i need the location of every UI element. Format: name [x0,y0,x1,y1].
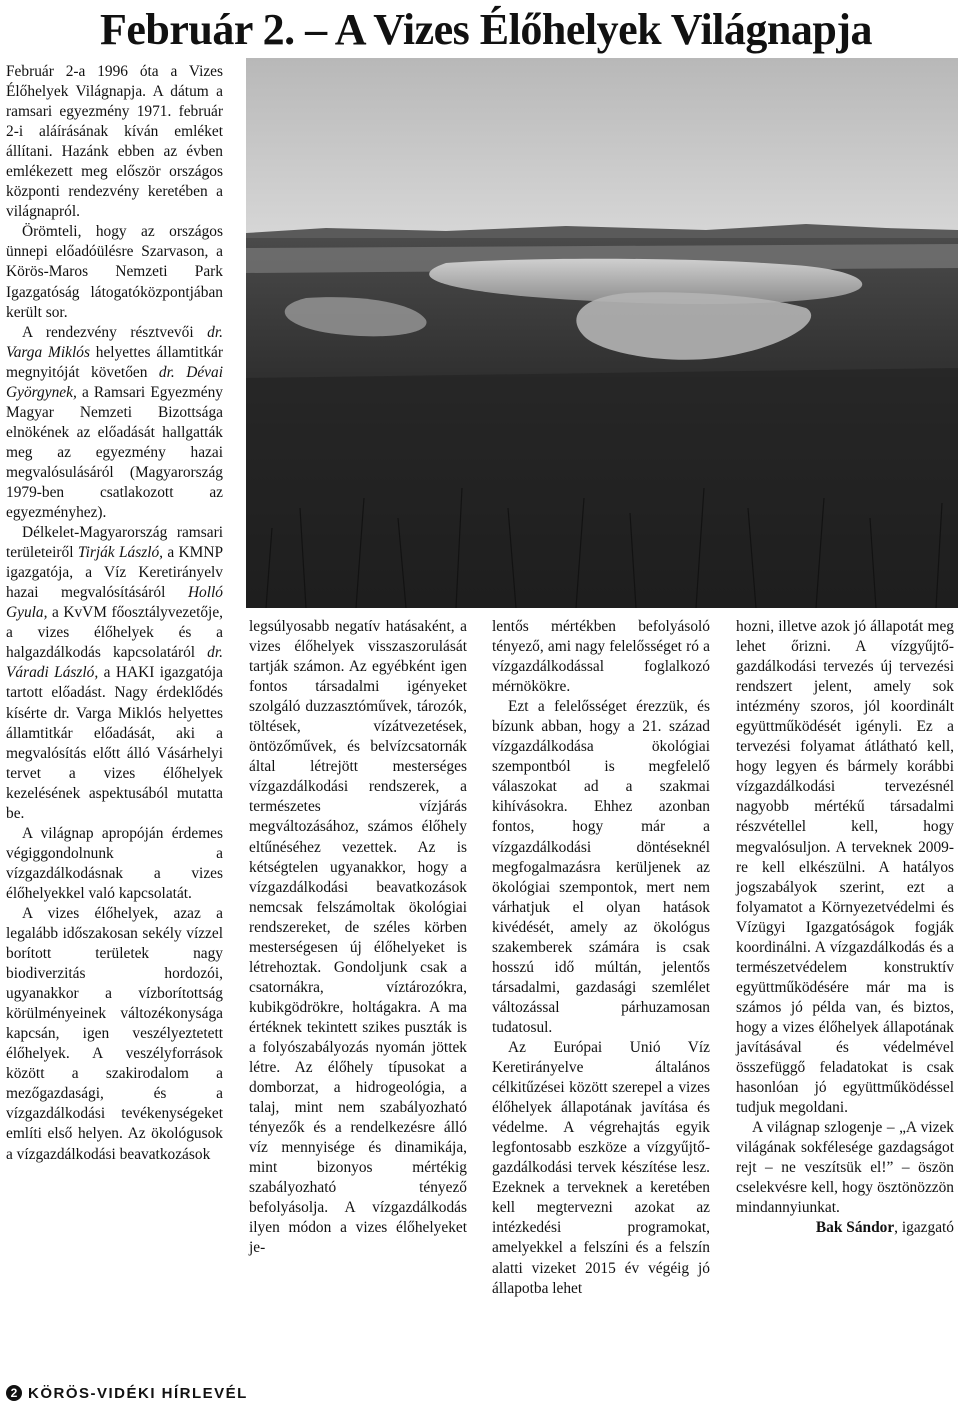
text-run: helyettes államtitkár megnyitóját követően [6,343,223,381]
wetland-photo [246,58,958,608]
text-run: a KMNP igazgatója, a Víz Keretirányelv hazai megvalósításáról [6,544,223,602]
person-name: Tirják László, [77,544,164,562]
paragraph: Az Európai Unió Víz Keretirányelve általános célkitűzései között szerepel a vizes élőhelyek állapotának javítása és védelme. A végrehajtás egyik legfontosabb eszköze a vízgyűjtő-gazdálkodási tervek készítése lesz. Ezeknek a terveknek a keretében kell megtervezni azokat az intézkedési programokat, amelyekkel a felszíni és a felszín alatti vizeket 2015 év végéig jó állapotba lehet [492,1038,710,1297]
text-run: A rendezvény résztvevői [22,323,208,341]
paragraph: Február 2-a 1996 óta a Vizes Élőhelyek Világnapja. A dátum a ramsari egyezmény 1971. február 2-i aláírásának kíván emléket állítani. Hazánk ebben az évben emlékezett meg először országos központi rendezvény keretében a világnapról. [6,63,223,221]
article-column-1 [6,62,223,1165]
wetland-landscape-image [246,58,958,608]
foreground-grass [246,368,958,608]
article-column-4 [736,617,954,1238]
paragraph: A világnap apropóján érdemes végiggondolnunk a vízgazdálkodásnak a vizes élőhelyekkel való kapcsolatát. [6,824,223,902]
text-run: a Ramsari Egyezmény Magyar Nemzeti Bizottsága elnökének az előadását hallgatták meg az egyezmény hazai megvalósulásáról (Magyarország 1979-ben csatlakozott az egyezményhez). [6,383,223,522]
paragraph [6,323,223,523]
author-signature [736,1218,954,1238]
text-run: a HAKI igazgatója tartott előadást. Nagy érdeklődés kísérte dr. Varga Miklós helyettes államtitkár előadását, aki a megvalósítás előtt álló Vásárhelyi tervet a vizes élőhelyek kezelésének aspektusából mutatta be. [6,664,223,822]
paragraph [6,523,223,824]
person-name: dr. Váradi László, [6,644,223,682]
page-footer [6,1383,248,1403]
article-column-3 [492,617,710,1299]
person-name: Holló Gyula, [6,584,223,622]
page-headline: Február 2. – A Vizes Élőhelyek Világnapja [100,5,872,54]
paragraph: A világnap szlogenje – „A vizek világának sokfélesége gazdagságot rejt – ne veszítsük el!” – öszön cselekvésre kell, hogy ösztönözzön mindannyiunkat. [736,1119,954,1217]
paragraph: Örömteli, hogy az országos ünnepi előadóülésre Szarvason, a Körös-Maros Nemzeti Park Igazgatóság látogatóközpontjában került sor. [6,223,223,321]
paragraph: A vizes élőhelyek, azaz a legalább időszakosan sekély vízzel borított területek nagy biodiverzitás hordozói, ugyanakkor a vízborítottság körülményeinek változékonysága kapcsán, igen veszélyeztetett élőhelyek. A veszélyforrások között a szakirodalom a mezőgazdasági, és a vízgazdálkodási tevékenységeket említi első helyen. Az ökológusok a vízgazdálkodási beavatkozások [6,904,223,1163]
author-name: Bak Sándor [815,1219,895,1237]
paragraph: lentős mértékben befolyásoló tényező, ami nagy felelősséget ró a vízgazdálkodással foglalkozó mérnökökre. [492,618,710,696]
person-name: dr. Varga Miklós [6,323,223,361]
paragraph: hozni, illetve azok jó állapotát meg lehet őrizni. A vízgyűjtő-gazdálkodási tervezés új tervezési rendszert jelent, amely sok intézmény szoros, jól koordinált együttműködését igényli. Ez a tervezési folyamat átlátható kell, hogy legyen és bármely korábbi vízgazdálkodási tervezésnél nagyobb mértékű társadalmi részvétellel kell, hogy megvalósuljon. A terveknek 2009-re kell elkészülni. A hatályos jogszabályok szerint, ezt a folyamatot a Környezetvédelmi és Vízügyi Igazgatóságok fogják koordinálni. A vízgazdálkodás és a természetvédelem konstruktív együttműködésére már ma is számos jó példa van, és biztos, hogy a vizes élőhelyek állapotának javításával és védelmével összefüggő feladatokat is csak hasonlóan jó együttműködéssel tudjuk megoldani. [736,618,954,1117]
paragraph: Ezt a felelősséget érezzük, és bízunk abban, hogy a 21. század vízgazdálkodása ökológiai szempontból is megfelelő válaszokat ad a szakmai kihívásokra. Ehhez azonban fontos, hogy már a vízgazdálkodási döntéseknél megfogalmazásra kerüljenek az ökológiai szempontok, mert nem várhatjuk el olyan hatások kivédését, amely az ökológus szakemberek számára is csak hosszú idő múltán, jelentős társadalmi, gazdasági szemlélet változással párhuzamosan tudatosul. [492,698,710,1036]
paragraph: legsúlyosabb negatív hatásaként, a vizes élőhelyek visszaszorulását tartják számon. Az egyébként igen fontos társadalmi igényeket szolgáló duzzasztóművek, tározók, töltések, vízátvezetések, öntözőművek, és belvízcsatornák által létrejött mesterséges vízgazdálkodási rendszerek, a természetes vízjárás megváltozásához, számos élőhely eltűnéséhez vezettek. Az is kétségtelen ugyanakkor, hogy a vízgazdálkodási beavatkozások nemcsak felszámoltak ökológiai rendszereket, de széles körben mesterségesen új élőhelyeket is létrehoztak. Gondoljunk csak a csatornákra, víztározókra, kubikgödrökre, holtágakra. A ma értéknek tekintett szikes puszták is a folyószabályozás nyomán jöttek létre. Az élőhely típusokat a domborzat, a hidrogeológia, a talaj, mint nem szabályozható tényezők és a rendelkezésre álló víz mennyisége és dinamikája, mint bizonyos mértékig szabályozható tényező befolyásolja. A vízgazdálkodás ilyen módon a vizes élőhelyeket je- [249,618,467,1257]
sky [246,58,958,233]
person-name: dr. Dévai Györgynek, [6,363,223,401]
author-title: , igazgató [894,1219,954,1237]
publication-name: KÖRÖS-VIDÉKI HÍRLEVÉL [28,1384,248,1402]
text-run: a KvVM főosztályvezetője, a vizes élőhelyek és a halgazdálkodás kapcsolatáról [6,604,223,662]
article-column-2 [249,617,467,1259]
text-run: Délkelet-Magyarország ramsari területeiről [6,524,223,562]
page-number-badge: 2 [6,1385,22,1401]
